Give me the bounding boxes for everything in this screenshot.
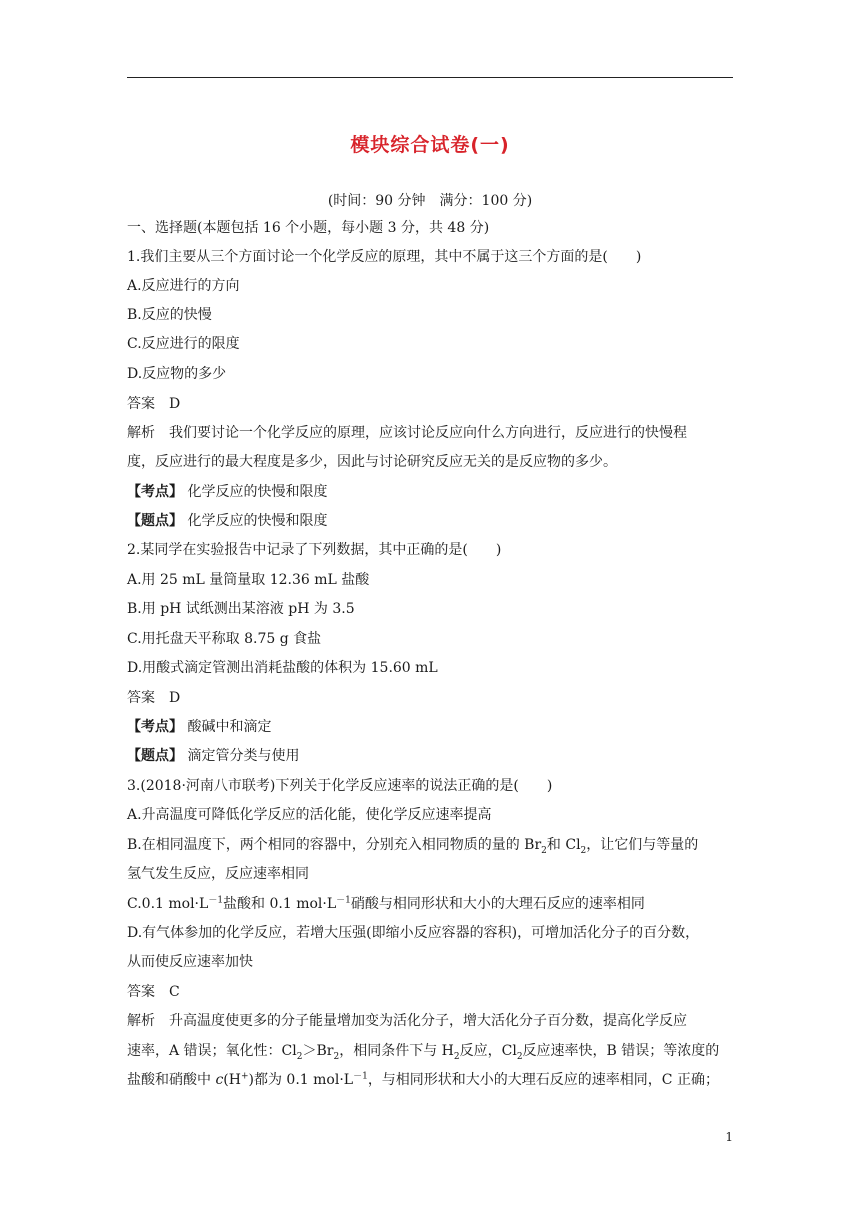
q1-option-a: A.反应进行的方向 [127, 278, 240, 294]
q1-analysis-line2: 度，反应进行的最大程度是多少，因此与讨论研究反应无关的是反应物的多少。 [127, 454, 617, 470]
text: 盐酸和硝酸中 [127, 1072, 216, 1088]
q1-tidian [127, 512, 737, 530]
q3-option-c [127, 895, 737, 913]
superscript: －1 [336, 895, 351, 906]
text: 速率，A 错误；氧化性：Cl [127, 1043, 297, 1059]
q1-kaodian [127, 483, 737, 501]
section-heading: 一、选择题(本题包括 16 个小题，每小题 3 分，共 48 分) [127, 220, 490, 236]
q3-stem: 3.(2018·河南八市联考)下列关于化学反应速率的说法正确的是( ) [127, 778, 553, 794]
q3-analysis-line2 [127, 1042, 737, 1060]
q1-option-c: C.反应进行的限度 [127, 336, 240, 352]
q2-option-a: A.用 25 mL 量筒量取 12.36 mL 盐酸 [127, 572, 370, 588]
text: 反应，Cl [459, 1043, 517, 1059]
subscript: 2 [296, 1051, 303, 1062]
kaodian-text: 化学反应的快慢和限度 [187, 484, 328, 500]
q2-option-c: C.用托盘天平称取 8.75 g 食盐 [127, 631, 322, 647]
text: 盐酸和 0.1 mol·L [223, 896, 337, 912]
text: 硝酸与相同形状和大小的大理石反应的速率相同 [350, 896, 645, 912]
q2-kaodian [127, 718, 737, 736]
q2-option-b: B.用 pH 试纸测出某溶液 pH 为 3.5 [127, 601, 355, 617]
text: ＞Br [302, 1043, 334, 1059]
q3-option-d-line2: 从而使反应速率加快 [127, 954, 253, 970]
superscript: －1 [353, 1071, 368, 1082]
q3-option-b-line2: 氢气发生反应，反应速率相同 [127, 866, 309, 882]
text: 和 Cl [546, 837, 581, 853]
kaodian-label: 【考点】 [127, 719, 183, 735]
q2-tidian [127, 747, 737, 765]
text: 反应速率快，B 错误；等浓度的 [522, 1043, 720, 1059]
kaodian-label: 【考点】 [127, 484, 183, 500]
header-rule [127, 77, 733, 78]
tidian-label: 【题点】 [127, 513, 183, 529]
text: (H [223, 1072, 241, 1088]
subscript: 2 [333, 1051, 340, 1062]
q1-option-d: D.反应物的多少 [127, 366, 227, 382]
page-title: 模块综合试卷(一) [350, 134, 510, 156]
q3-answer: 答案 C [127, 984, 180, 1000]
tidian-text: 滴定管分类与使用 [187, 748, 300, 764]
text: c [215, 1072, 224, 1088]
q1-answer: 答案 D [127, 396, 181, 412]
q1-option-b: B.反应的快慢 [127, 307, 212, 323]
q2-option-d: D.用酸式滴定管测出消耗盐酸的体积为 15.60 mL [127, 660, 438, 676]
q2-answer: 答案 D [127, 690, 181, 706]
superscript: + [240, 1071, 249, 1082]
q1-stem: 1.我们主要从三个方面讨论一个化学反应的原理，其中不属于这三个方面的是( ) [127, 249, 642, 265]
exam-meta: (时间：90 分钟 满分：100 分) [327, 193, 533, 209]
text: ，让它们与等量的 [586, 837, 699, 853]
q1-analysis-line1: 解析 我们要讨论一个化学反应的原理，应该讨论反应向什么方向进行，反应进行的快慢程 [127, 425, 687, 441]
q3-option-a: A.升高温度可降低化学反应的活化能，使化学反应速率提高 [127, 807, 492, 823]
text: ，相同条件下与 H [339, 1043, 454, 1059]
kaodian-text: 酸碱中和滴定 [187, 719, 272, 735]
text: B.在相同温度下，两个相同的容器中，分别充入相同物质的量的 Br [127, 837, 542, 853]
text: )都为 0.1 mol·L [248, 1072, 354, 1088]
q3-option-d-line1: D.有气体参加的化学反应，若增大压强(即缩小反应容器的容积)，可增加活化分子的百分数， [127, 925, 700, 941]
q3-option-b-line1 [127, 836, 737, 854]
q2-stem: 2.某同学在实验报告中记录了下列数据，其中正确的是( ) [127, 542, 502, 558]
subscript: 2 [516, 1051, 523, 1062]
q3-analysis-line1: 解析 升高温度使更多的分子能量增加变为活化分子，增大活化分子百分数，提高化学反应 [127, 1013, 687, 1029]
tidian-label: 【题点】 [127, 748, 183, 764]
text: C.0.1 mol·L [127, 896, 209, 912]
tidian-text: 化学反应的快慢和限度 [187, 513, 328, 529]
q3-analysis-line3 [127, 1071, 737, 1089]
page-number: 1 [725, 1130, 733, 1144]
subscript: 2 [453, 1051, 460, 1062]
subscript: 2 [541, 845, 547, 856]
subscript: 2 [580, 845, 587, 856]
text: ，与相同形状和大小的大理石反应的速率相同，C 正确； [367, 1072, 719, 1088]
superscript: －1 [208, 895, 224, 906]
